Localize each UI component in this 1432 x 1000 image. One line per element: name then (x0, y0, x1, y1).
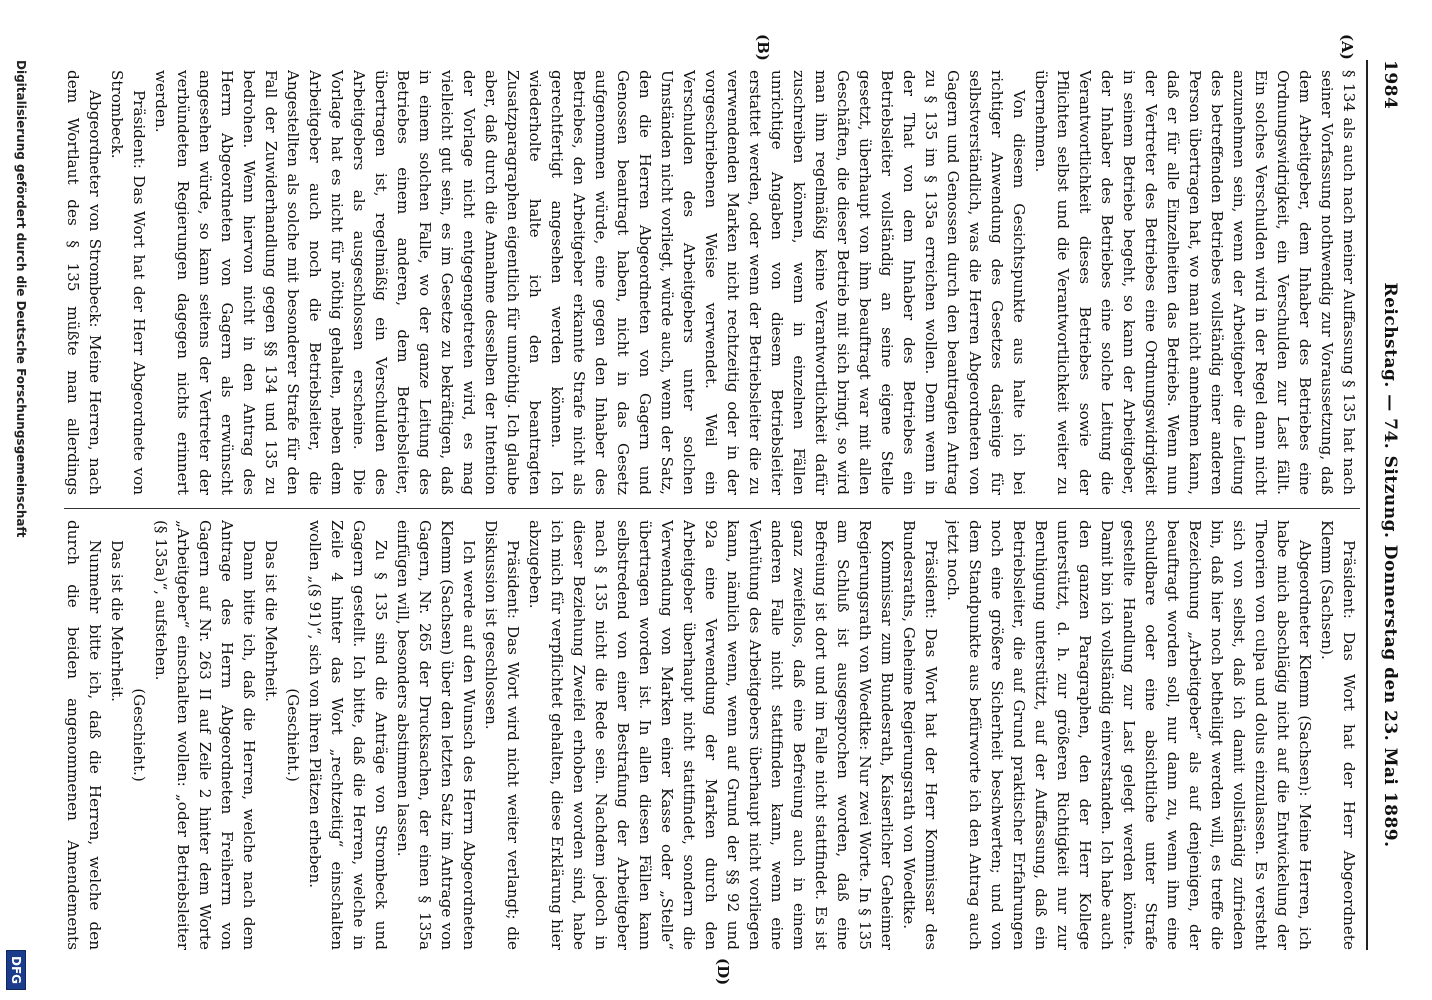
page-header (1370, 60, 1400, 950)
paragraph: Ich werde auf den Wunsch des Herrn Abgeordneten Klemm (Sachsen) über den letzten Satz im Antrage von Gagern, Nr. 265 der Drucksachen, der einen § 135a einfügen will, besonders abstimmen lassen. (394, 520, 478, 950)
stage-direction: (Geschieht.) (130, 688, 148, 782)
paragraph: Präsident: Das Wort wird nicht weiter verlangt; die Diskussion ist geschlossen. (482, 520, 522, 950)
page-number: 1984 (1380, 60, 1400, 110)
digitization-credit: Digitalisierung gefördert durch die Deutsche Forschungsgemeinschaft (14, 60, 28, 538)
dfg-logo: DFG (6, 950, 26, 990)
header-rule (1366, 60, 1368, 950)
paragraph: Zu § 135 sind die Anträge von Strombeck und Gagern gestellt. Ich bitte, daß die Herren, welche in Zeile 4 hinter das Wort „rechtzeitig“ einschalten wollen „(§ 91)“, sich von ihren Plätzen erheben. (306, 520, 390, 950)
paragraph: Das ist die Mehrheit. (108, 540, 126, 702)
paragraph: Von diesem Gesichtspunkte aus halte ich bei richtiger Anwendung des Gesetzes dasjenige für selbstverständlich, was die Herren Abgeordneten von Gagern und Genossen durch den beantragten Antrag zu § 135 im § 135a erreichen wollen. Denn wenn in der That von dem Inhaber des Betriebes ein Betriebsleiter vollständig an seine eigene Stelle gesetzt, überhaupt von ihm beauftragt war mit allen Geschäften, die dieser Betrieb mit sich bringt, so wird man ihm regelmäßig keine Verantwortlichkeit dafür zuschreiben können, wenn in einzelnen Fällen unrichtige Angaben von diesem Betriebsleiter erstattet werden, oder wenn der Betriebsleiter die zu verwendenden Marken nicht rechtzeitig oder in der vorgeschriebenen Weise verwendet. Weil ein Verschulden des Arbeitgebers unter solchen Umständen nicht vorliegt, würde auch, wenn der Satz, den die Herren Abgeordneten von Gagern und Genossen beantragt haben, nicht in das Gesetz aufgenommen würde, eine gegen den Inhaber des Betriebes, den Arbeitgeber erkannte Strafe nicht als gerechtfertigt angesehen werden können. Ich wiederholte halte ich den beantragten Zusatzparagraphen eigentlich für unnöthig. Ich glaube aber, daß durch die Annahme desselben der Intention der Vorlage nicht entgegengetreten wird, es mag vielleicht gut sein, es im Gesetze zu bekräftigen, daß in einem solchen Falle, wo der ganze Leitung des Betriebes einem anderen, dem Betriebsleiter, übertragen ist, regelmäßig ein Verschulden des Arbeitgebers als ausgeschlossen erscheine. Die Vorlage hat es nicht für nöthig gehalten, neben dem Arbeitgeber auch noch die Betriebsleiter, die Angestellten als solche mit besonderer Strafe für den Fall der Zuwiderhandlung gegen §§ 134 und 135 zu bedrohen. Wenn hiervon nicht in den Antrag des Herrn Abgeordneten von Gagern als erwünscht angesehen würde, so kann seitens der Vertreter der verbündeten Regierungen dagegen nichts erinnert werden. (152, 70, 1028, 495)
left-column (60, 70, 1360, 495)
stage-direction: (Geschieht.) (284, 688, 302, 782)
paragraph: Abgeordneter von Strombeck: Meine Herren, nach dem Wortlaut des § 135 müßte man allerdings (64, 70, 104, 495)
paragraph: Präsident: Das Wort hat der Herr Abgeordnete von Strombeck. (108, 70, 148, 495)
paragraph: Dann bitte ich, daß die Herren, welche nach dem Antrage des Herrn Abgeordneten Freiherrn von Gagern auf Nr. 263 II auf Zeile 2 hinter dem Worte „Arbeitgeber“ einschalten wollen: „oder Betriebsleiter (§ 135a)“, aufstehen. (152, 520, 258, 950)
paragraph: § 134 als auch nach meiner Auffassung § 135 hat nach seiner Vorfassung nothwendig zur Voraussetzung, daß dem Arbeitgeber, dem Inhaber des Betriebes eine Ordnungswidrigkeit, ein Verschulden zur Last fällt. Ein solches Verschulden wird in der Regel dann nicht anzunehmen sein, wenn der Arbeitgeber die Leitung des betreffenden Betriebes vollständig einer anderen Person übertragen hat, wo man nicht annehmen kann, daß er für alle Einzelheiten das Betriebs. Wenn nun der Vertreter des Betriebes eine Ordnungswidrigkeit in seinem Betriebe begeht, so kann der Arbeitgeber, der Inhaber des Betriebes eine solche Leitung die Verantwortlichkeit dieses Betriebes sowie der Pflichten selbst und die Verantwortlichkeit weiter zu übernehmen. (1032, 70, 1358, 495)
margin-mark-a: (A) (1338, 34, 1356, 60)
right-column (60, 520, 1360, 950)
paragraph: Nunmehr bitte ich, daß die Herren, welche den durch die beiden angenommenen Amendements (64, 520, 104, 950)
paragraph: Abgeordneter Klemm (Sachsen): Meine Herren, ich habe mich abschlägig nicht auf die Entwickelung der Theorien von culpa und dolus einzulassen. Es versteht sich von selbst, daß ich damit vollständig zufrieden bin, daß hier noch betheiligt werden will, es treffe die Bezeichnung „Arbeitgeber“ als auf denjenigen, der beauftragt worden soll, nur dann zu, wenn ihm eine schuldbare oder eine absichtliche unter Strafe gestellte Handlung zur Last gelegt werden könnte. Damit bin ich vollständig einverstanden. Ich habe auch den ganzen Paragraphen, den der Herr Kollege unterstützt, d. h. zur größeren Richtigkeit nur zur Beruhigung unterstützt, auf der Auffassung, daß ein Betriebsleiter, die auf Grund praktischer Erfahrungen noch eine größere Sicherheit beschwerten; und von dem Standpunkte aus befürworte ich den Antrag auch jetzt noch. (944, 520, 1314, 950)
paragraph: Das ist die Mehrheit. (262, 540, 280, 702)
margin-mark-d: (D) (714, 958, 732, 986)
column-divider (64, 508, 1360, 509)
running-title: Reichstag. — 74. Sitzung. Donnerstag den 23. Mai 1889. (1380, 282, 1400, 848)
paragraph: Präsident: Das Wort hat der Herr Abgeordnete Klemm (Sachsen). (1318, 520, 1358, 950)
margin-mark-b: (B) (754, 34, 772, 61)
paragraph: Präsident: Das Wort hat der Herr Kommissar des Bundesraths, Geheime Regierungsrath von Woedtke. (900, 520, 940, 950)
paragraph: Kommissar zum Bundesrath, Kaiserlicher Geheimer Regierungsrath von Woedtke: Nur zwei Worte. In § 135 am Schluß ist ausgesprochen worden, daß eine Befreiung ist dort und im Falle nicht stattfindet. Es ist ganz zweifellos, daß eine Befreiung auch in einem anderen Falle nicht stattfinden kann, wenn eine Verhütung des Arbeitgebers überhaupt nicht vorliegen kann, nämlich wenn, wenn auf Grund der §§ 92 und 92a eine Verwendung der Marken durch den Arbeitgeber überhaupt nicht stattfindet, sondern die Verwendung von Marken einer Kasse oder „Stelle“ übertragen worden ist. In allen diesen Fällen kann selbstredend von einer Bestrafung der Arbeitgeber nach § 135 nicht die Rede sein. Nachdem jedoch in dieser Beziehung Zweifel erhoben worden sind, habe ich mich für verpflichtet gehalten, diese Erklärung hier abzugeben. (526, 520, 896, 950)
